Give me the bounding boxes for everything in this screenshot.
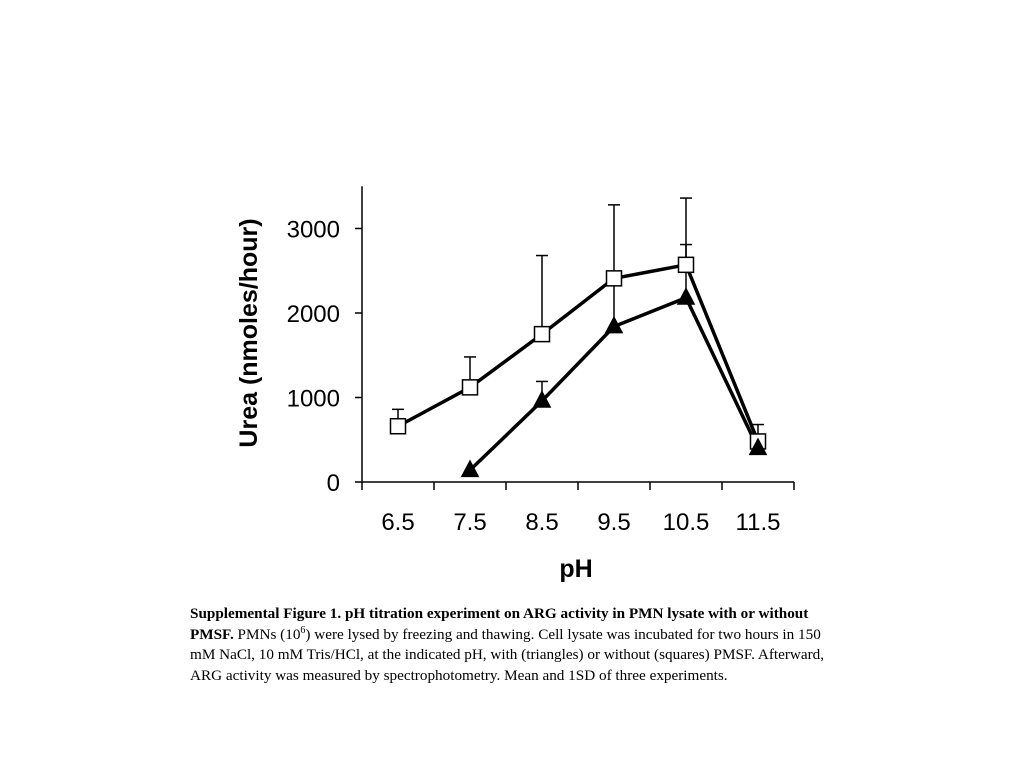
y-axis-title: Urea (nmoles/hour) bbox=[235, 218, 263, 448]
series-lines bbox=[398, 265, 758, 470]
caption-text-end: ) were lysed by freezing and thawing. Cell lysate was incubated for two hours in 150 mM NaCl, 10 mM Tris/HCl, at the indicated pH, with (triangles) or without (squares) PMSF. Afterward, ARG activity was measured by spectrophotometry. Mean and 1SD of three experiments. bbox=[190, 625, 825, 684]
series-markers bbox=[391, 257, 767, 476]
x-tick-label: 11.5 bbox=[735, 509, 781, 536]
square-marker bbox=[607, 271, 622, 286]
square-marker bbox=[391, 419, 406, 434]
caption-text-start: PMNs (10 bbox=[233, 625, 301, 643]
y-tick-label: 1000 bbox=[286, 385, 340, 413]
square-marker bbox=[463, 380, 478, 395]
y-tick-label: 0 bbox=[326, 470, 340, 497]
chart-axes bbox=[355, 186, 794, 490]
x-tick-label: 7.5 bbox=[453, 509, 487, 536]
x-axis-title: pH bbox=[559, 555, 593, 583]
square-marker bbox=[535, 327, 550, 342]
x-tick-label: 9.5 bbox=[597, 509, 631, 536]
caption-superscript: 6 bbox=[300, 624, 306, 636]
caption-title: Supplemental Figure 1. pH titration experiment on ARG activity in PMN lysate with or without PMSF. bbox=[190, 605, 809, 643]
x-tick-label: 8.5 bbox=[525, 509, 559, 536]
x-tick-label: 10.5 bbox=[662, 509, 710, 536]
x-tick-label: 6.5 bbox=[381, 509, 415, 536]
figure-caption bbox=[190, 604, 840, 686]
square-marker bbox=[679, 257, 694, 272]
series-line-square bbox=[398, 265, 758, 442]
axis-labels bbox=[235, 217, 780, 584]
triangle-marker bbox=[678, 288, 695, 304]
y-tick-label: 2000 bbox=[286, 301, 340, 328]
y-tick-label: 3000 bbox=[286, 216, 340, 244]
